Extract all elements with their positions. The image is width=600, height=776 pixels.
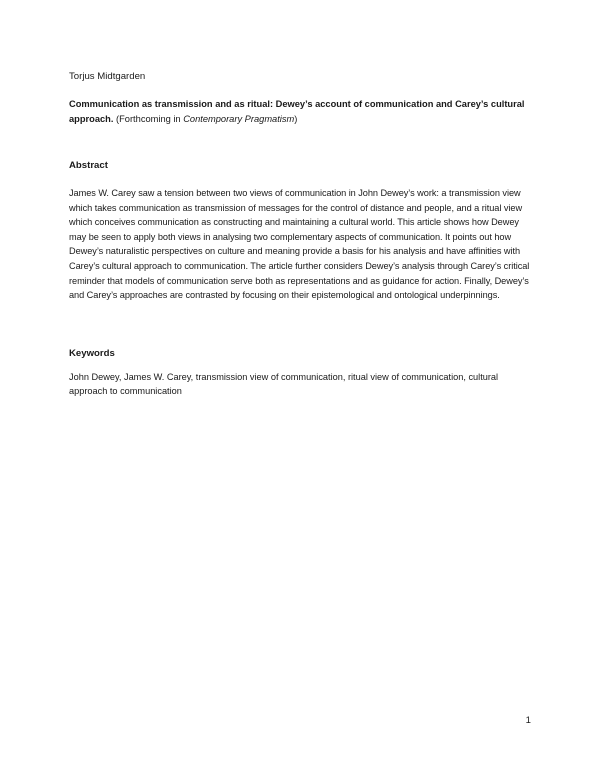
abstract-text: James W. Carey saw a tension between two views of communication in John Dewey’s work: a transmission view which takes communication as transmission of messages for the control of distance and people, and a ritual view which conceives communication as constructing and maintaining a cultural world. This article shows how Dewey may be seen to apply both views in analysing two complementary aspects of communication. It points out how Dewey’s naturalistic perspectives on culture and meaning provide a basis for his analysis and have affinities with Carey’s cultural approach to communication. The article further considers Dewey’s analysis through Carey’s critical reminder that models of communication serve both as representations and as guidance for action. Finally, Dewey’s and Carey’s approaches are contrasted by focusing on their epistemological and ontological underpinnings.: [69, 188, 530, 301]
journal-name: Contemporary Pragmatism: [183, 113, 295, 124]
page-content: [69, 70, 531, 399]
keywords-heading: Keywords: [69, 347, 115, 359]
keywords-text: John Dewey, James W. Carey, transmission view of communication, ritual view of communication, cultural approach to communication: [69, 371, 499, 397]
title-note-prefix: (Forthcoming in: [113, 113, 184, 124]
title-main: Communication as transmission and as ritual: Dewey’s account of communication and Carey’s cultural approach.: [69, 99, 525, 124]
abstract-heading: Abstract: [69, 160, 108, 171]
article-title: [69, 97, 531, 126]
author-name: Torjus Midtgarden: [69, 71, 146, 82]
title-note-suffix: ): [294, 113, 298, 124]
page-number: 1: [525, 715, 531, 726]
